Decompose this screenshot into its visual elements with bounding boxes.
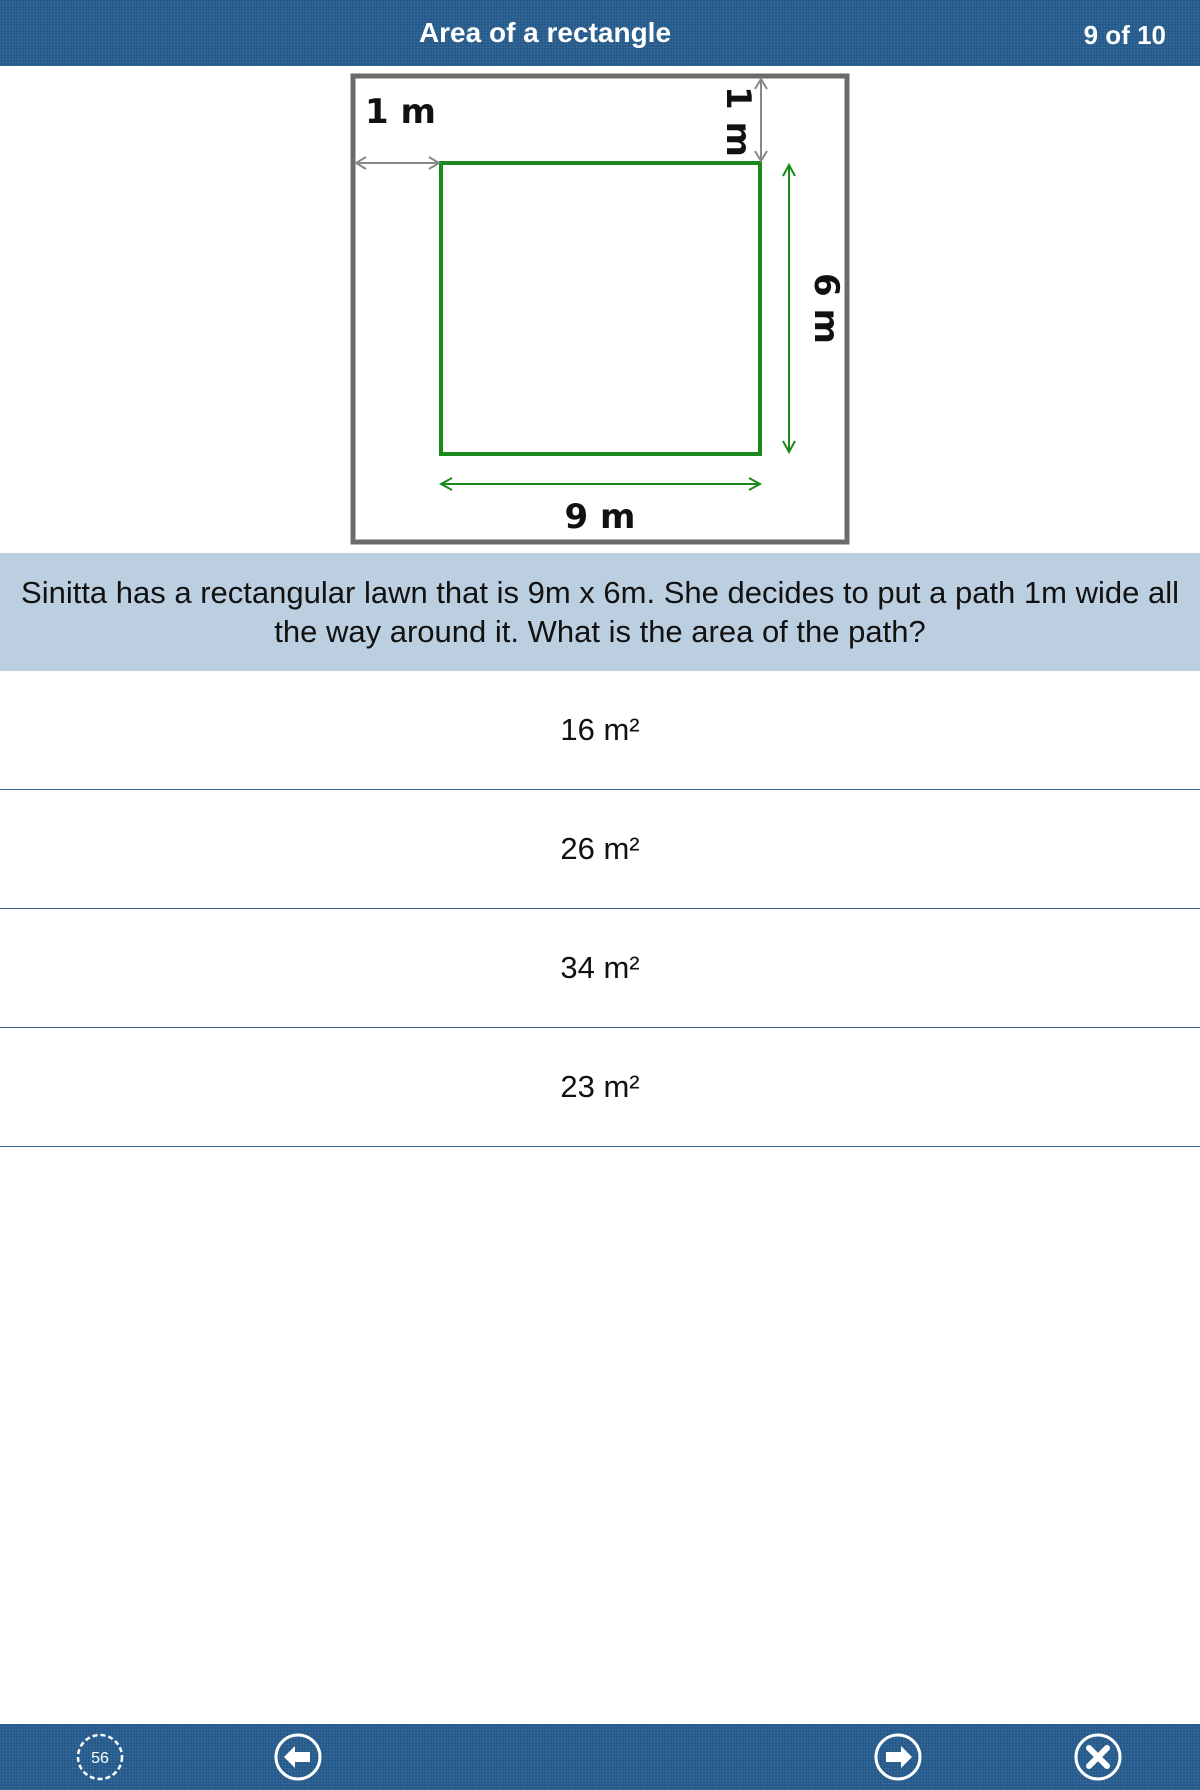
answer-label: 23 m² <box>560 1069 640 1104</box>
answer-label: 16 m² <box>560 712 640 747</box>
question-text: Sinitta has a rectangular lawn that is 9m x 6m. She decides to put a path 1m wide all the way around it. What is the area of the path? <box>0 553 1200 671</box>
page-title: Area of a rectangle <box>418 17 672 48</box>
outer-rectangle <box>353 76 847 542</box>
label-left-width: 1 m <box>365 92 436 132</box>
lawn-diagram <box>350 73 852 545</box>
label-top-width: 1 m <box>718 86 758 157</box>
timer-button[interactable] <box>75 1732 125 1782</box>
close-button[interactable] <box>1073 1732 1123 1782</box>
answer-option[interactable] <box>0 790 1200 909</box>
width-arrow <box>441 478 760 490</box>
back-arrow-icon <box>273 1732 323 1782</box>
forward-arrow-icon <box>873 1732 923 1782</box>
close-icon <box>1073 1732 1123 1782</box>
timer-value: 56 <box>91 1750 109 1767</box>
label-width: 9 m <box>564 497 636 537</box>
left-width-arrow <box>356 157 439 169</box>
answer-option[interactable] <box>0 1028 1200 1147</box>
answer-option[interactable] <box>0 909 1200 1028</box>
lawn-rectangle <box>441 163 760 454</box>
answer-list <box>0 671 1200 1147</box>
top-bar <box>0 0 1200 66</box>
question-counter: 9 of 10 <box>1083 20 1166 50</box>
next-button[interactable] <box>873 1732 923 1782</box>
timer-icon <box>75 1732 125 1782</box>
answer-label: 34 m² <box>560 950 640 985</box>
bottom-toolbar <box>0 1724 1200 1790</box>
answer-label: 26 m² <box>560 831 640 866</box>
answer-option[interactable] <box>0 671 1200 790</box>
height-arrow <box>783 165 795 452</box>
label-height: 6 m <box>806 273 846 344</box>
back-button[interactable] <box>273 1732 323 1782</box>
